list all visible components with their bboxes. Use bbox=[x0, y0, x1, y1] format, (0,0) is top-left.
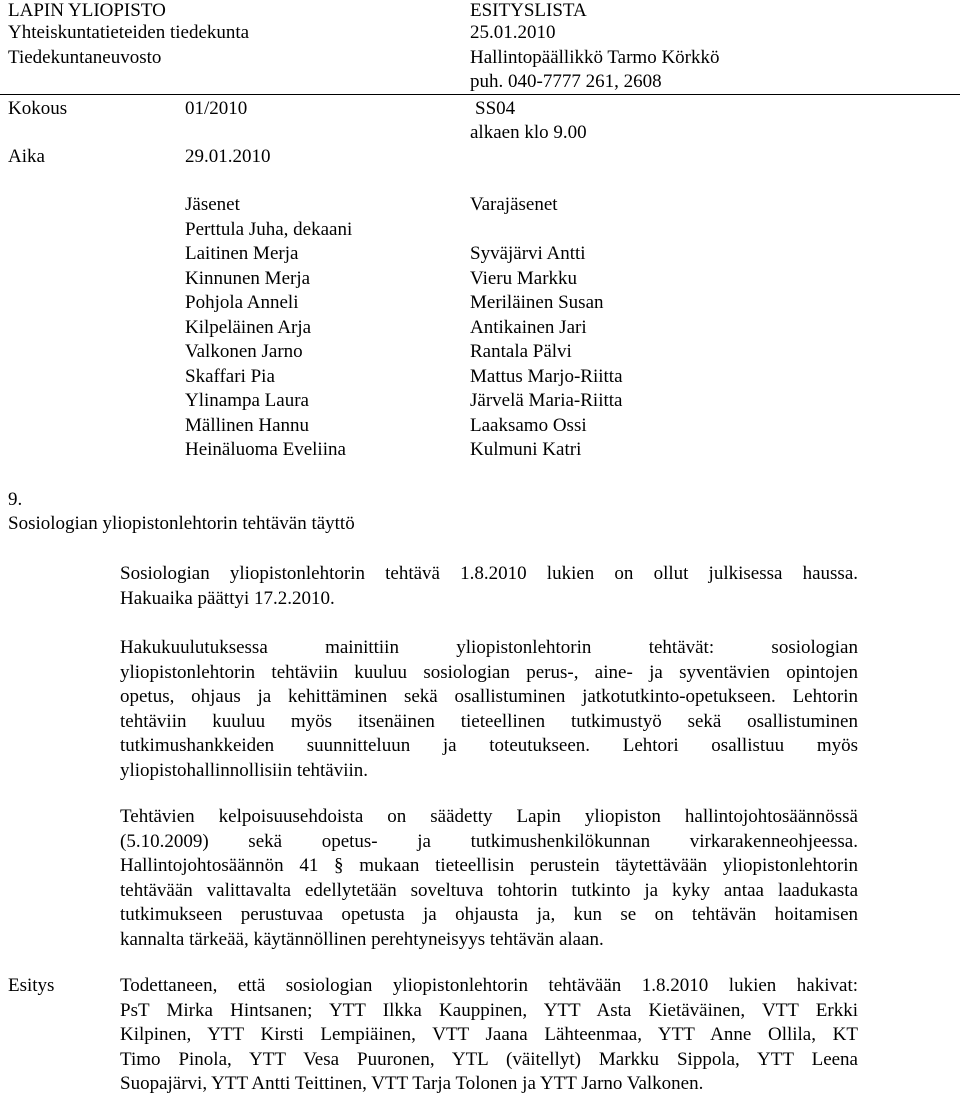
member-item: Ylinampa Laura bbox=[185, 390, 309, 411]
paragraph-line: tutkimukseen perustuvaa opetusta ja ohjausta ja, kun se on tehtävän hoitamisen bbox=[120, 904, 858, 925]
paragraph-announcement bbox=[120, 562, 858, 611]
members-title: Jäsenet bbox=[185, 194, 240, 215]
paragraph-line: (5.10.2009) sekä opetus- ja tutkimushenkilökunnan virkarakenneohjeessa. bbox=[120, 830, 858, 852]
paragraph-line: Timo Pinola, YTT Vesa Puuronen, YTL (väitellyt) Markku Sippola, YTT Leena bbox=[120, 1048, 858, 1070]
paragraph-line: Hallintojohtosäännön 41 § mukaan tieteellisin perustein täytettävään yliopistonlehtorin bbox=[120, 855, 858, 876]
deputy-item: Rantala Pälvi bbox=[470, 341, 572, 362]
item-title: Sosiologian yliopistonlehtorin tehtävän täyttö bbox=[8, 513, 355, 534]
paragraph-line: Hakuaika päättyi 17.2.2010. bbox=[120, 587, 335, 609]
paragraph-line: Suopajärvi, YTT Antti Teittinen, VTT Tarja Tolonen ja YTT Jarno Valkonen. bbox=[120, 1073, 704, 1094]
deputy-item: Vieru Markku bbox=[470, 267, 578, 289]
paragraph-line: yliopistonlehtorin tehtäviin kuuluu sosiologian perus-, aine- ja syventävien opintojen bbox=[120, 661, 858, 683]
deputies-spacer bbox=[470, 218, 623, 243]
document-date: 25.01.2010 bbox=[470, 22, 556, 43]
item-number: 9. bbox=[8, 489, 23, 510]
meeting-number: 01/2010 bbox=[185, 98, 248, 119]
paragraph-duties bbox=[120, 636, 858, 783]
deputy-item: Mattus Marjo-Riitta bbox=[470, 365, 623, 387]
paragraph-line: Todettaneen, että sosiologian yliopistonlehtorin tehtävään 1.8.2010 lukien hakivat: bbox=[120, 975, 858, 996]
paragraph-line: yliopistohallinnollisiin tehtäviin. bbox=[120, 759, 369, 781]
paragraph-line: kannalta tärkeää, käytännöllinen perehtyneisyys tehtävän alaan. bbox=[120, 928, 604, 950]
paragraph-applicants bbox=[120, 974, 858, 1097]
member-item: Pohjola Anneli bbox=[185, 292, 299, 313]
deputies-title: Varajäsenet bbox=[470, 194, 558, 215]
header-divider bbox=[0, 94, 960, 95]
deputy-item: Syväjärvi Antti bbox=[470, 243, 586, 264]
deputy-item: Antikainen Jari bbox=[470, 316, 587, 338]
paragraph-line: Tehtävien kelpoisuusehdoista on säädetty Lapin yliopiston hallintojohtosäännössä bbox=[120, 806, 858, 827]
paragraph-line: Hakukuulutuksessa mainittiin yliopistonlehtorin tehtävät: sosiologian bbox=[120, 637, 858, 658]
paragraph-line: tutkimushankkeiden suunnitteluun ja toteutukseen. Lehtori osallistuu myös bbox=[120, 735, 858, 756]
members-list bbox=[185, 193, 352, 463]
contact-person: Hallintopäällikkö Tarmo Körkkö bbox=[470, 47, 720, 68]
paragraph-line: Sosiologian yliopistonlehtorin tehtävä 1.8.2010 lukien on ollut julkisessa haussa. bbox=[120, 563, 858, 584]
meeting-label: Kokous bbox=[8, 98, 68, 119]
meeting-time: alkaen klo 9.00 bbox=[470, 122, 587, 143]
contact-phone: puh. 040-7777 261, 2608 bbox=[470, 71, 662, 92]
deputy-item: Kulmuni Katri bbox=[470, 439, 582, 460]
document-type: ESITYSLISTA bbox=[470, 0, 587, 21]
faculty-name: Yhteiskuntatieteiden tiedekunta bbox=[8, 22, 250, 43]
paragraph-line: tehtävään valittavalta edellytetään soveltuva tohtorin tutkinto ja kyky antaa laadukasta bbox=[120, 879, 858, 901]
university-name: LAPIN YLIOPISTO bbox=[8, 0, 166, 21]
member-item: Mällinen Hannu bbox=[185, 414, 310, 436]
member-item: Kinnunen Merja bbox=[185, 267, 311, 289]
paragraph-line: Kilpinen, YTT Kirsti Lempiäinen, VTT Jaana Lähteenmaa, YTT Anne Ollila, KT bbox=[120, 1024, 858, 1045]
deputies-list bbox=[470, 193, 623, 463]
deputy-item: Laaksamo Ossi bbox=[470, 414, 587, 436]
deputy-item: Meriläinen Susan bbox=[470, 292, 604, 313]
council-name: Tiedekuntaneuvosto bbox=[8, 47, 162, 68]
date-label: Aika bbox=[8, 146, 45, 167]
paragraph-line: opetus, ohjaus ja kehittäminen sekä osallistuminen jatkotutkinto-opetukseen. Lehtorin bbox=[120, 686, 858, 707]
proposal-label: Esitys bbox=[8, 975, 55, 996]
paragraph-qualifications bbox=[120, 805, 858, 952]
meeting-date: 29.01.2010 bbox=[185, 146, 271, 167]
meeting-place: SS04 bbox=[475, 98, 516, 119]
member-item: Heinäluoma Eveliina bbox=[185, 439, 346, 460]
member-item: Perttula Juha, dekaani bbox=[185, 218, 353, 240]
member-item: Valkonen Jarno bbox=[185, 341, 303, 362]
paragraph-line: PsT Mirka Hintsanen; YTT Ilkka Kauppinen, YTT Asta Kietäväinen, VTT Erkki bbox=[120, 999, 858, 1021]
paragraph-line: tehtäviin kuuluu myös itsenäinen tieteellinen tutkimustyö sekä osallistuminen bbox=[120, 710, 858, 732]
member-item: Kilpeläinen Arja bbox=[185, 316, 312, 338]
deputy-item: Järvelä Maria-Riitta bbox=[470, 390, 623, 411]
member-item: Skaffari Pia bbox=[185, 365, 275, 387]
member-item: Laitinen Merja bbox=[185, 243, 299, 264]
